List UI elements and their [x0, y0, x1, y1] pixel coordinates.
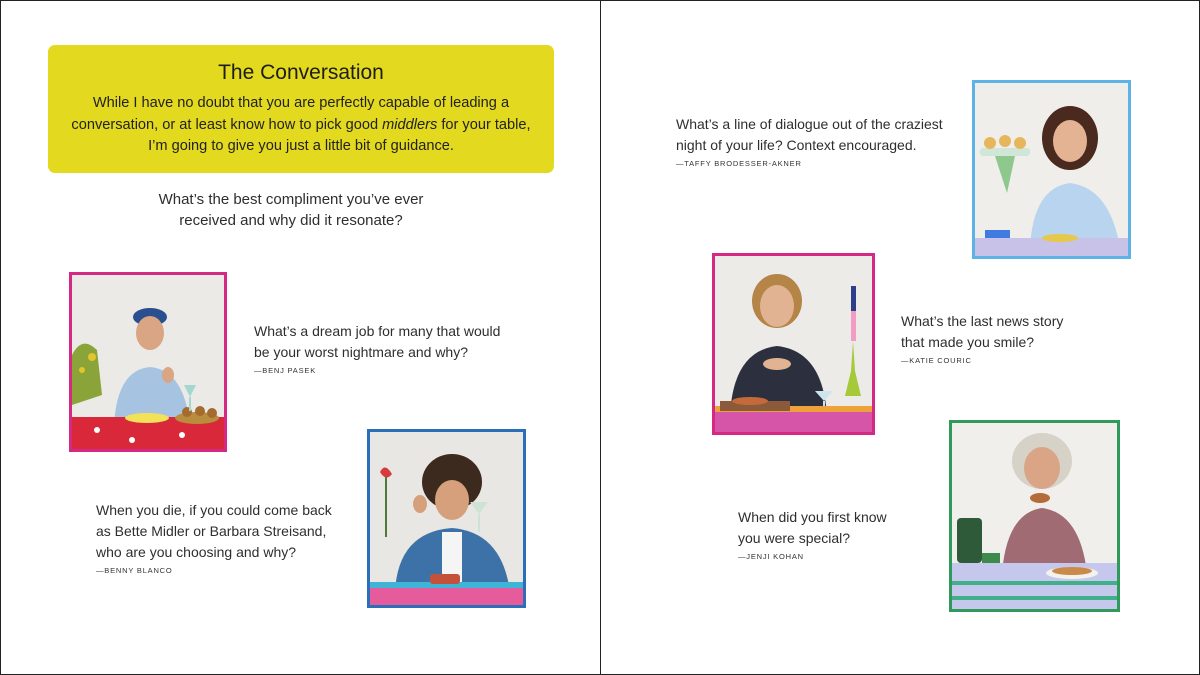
photo-jenji-kohan [949, 420, 1120, 612]
right-page [601, 1, 1199, 674]
question-line: What’s the last news story [901, 313, 1064, 329]
attribution: —BENNY BLANCO [96, 566, 173, 575]
question-line: What’s the best compliment you’ve ever [158, 191, 424, 208]
opening-question [91, 189, 491, 231]
intro-line: While I have no doubt that you are perfectly capable of leading a [92, 95, 510, 111]
intro-text [60, 93, 542, 158]
question-line: What’s a line of dialogue out of the craziest [676, 116, 943, 132]
portrait-image [975, 83, 1128, 256]
question-line: What’s a dream job for many that would [254, 323, 501, 339]
question-jenji-kohan [738, 507, 938, 563]
portrait-image [715, 256, 872, 432]
question-line: When did you first know [738, 509, 887, 525]
intro-line: for your table, [437, 116, 531, 133]
question-line: as Bette Midler or Barbara Streisand, [96, 523, 327, 539]
question-katie-couric [901, 311, 1141, 367]
question-benj-pasek [254, 321, 554, 377]
question-line: When you die, if you could come back [96, 502, 332, 518]
portrait-image [370, 432, 523, 605]
intro-box [48, 45, 554, 173]
intro-italic-word: middlers [382, 116, 438, 133]
photo-taffy-brodesser-akner [972, 80, 1131, 259]
photo-benj-pasek [69, 272, 227, 452]
page-title: The Conversation [218, 61, 384, 84]
intro-line: conversation, or at least know how to pick good [71, 116, 383, 133]
question-line: who are you choosing and why? [96, 544, 297, 560]
left-page [1, 1, 600, 674]
portrait-image [952, 423, 1117, 609]
question-taffy-brodesser-akner [676, 114, 976, 170]
question-benny-blanco [96, 500, 366, 577]
attribution: —JENJI KOHAN [738, 552, 804, 561]
question-line: night of your life? Context encouraged. [676, 137, 917, 153]
attribution: —TAFFY BRODESSER-AKNER [676, 159, 802, 168]
question-line: received and why did it resonate? [179, 212, 403, 229]
question-line: that made you smile? [901, 334, 1035, 350]
question-line: be your worst nightmare and why? [254, 344, 468, 360]
photo-benny-blanco [367, 429, 526, 608]
portrait-image [72, 275, 224, 449]
question-line: you were special? [738, 530, 851, 546]
attribution: —BENJ PASEK [254, 366, 317, 375]
attribution: —KATIE COURIC [901, 356, 972, 365]
photo-katie-couric [712, 253, 875, 435]
intro-line: I’m going to give you just a little bit of guidance. [148, 138, 454, 154]
